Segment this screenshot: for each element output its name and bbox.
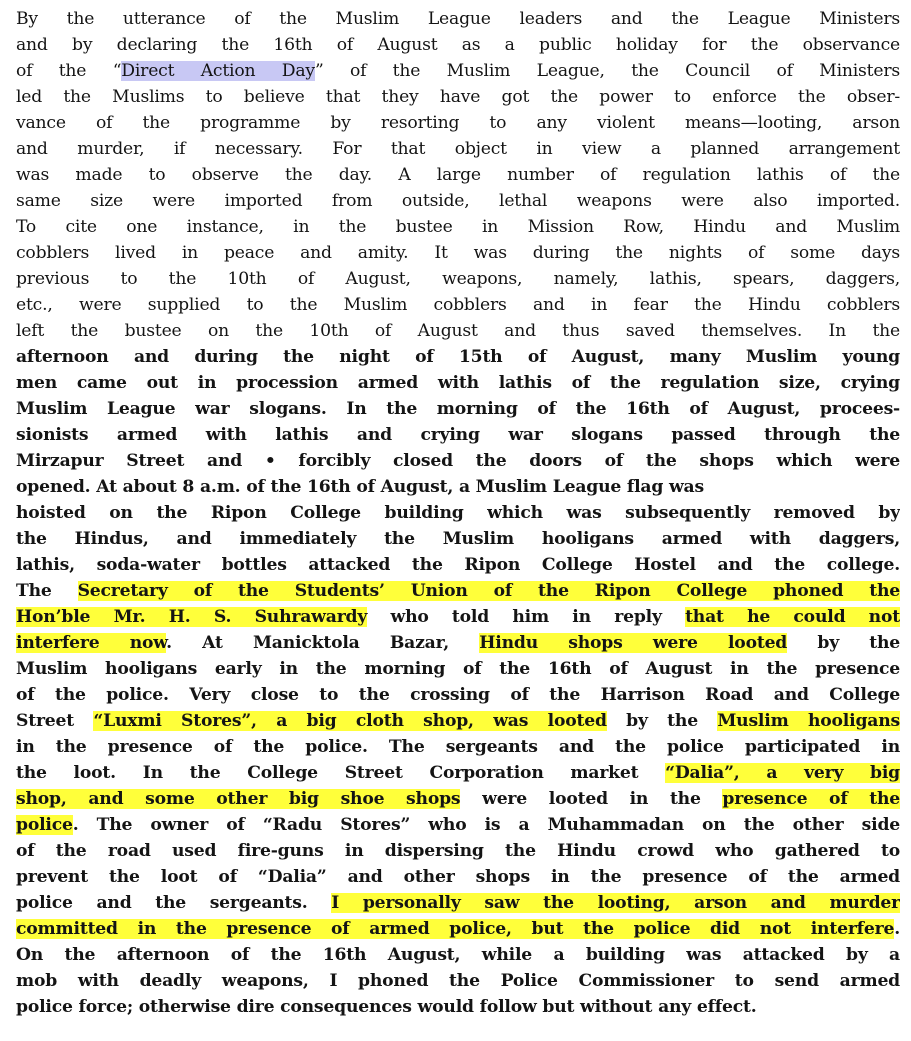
highlight-yellow: I personally saw the looting, arson and murder: [331, 893, 900, 913]
text-run: .: [894, 919, 900, 939]
text-run: etc., were supplied to the Muslim cobblers and in fear the Hindu cobblers: [16, 295, 900, 315]
text-line: [16, 656, 900, 682]
text-line: [16, 916, 900, 942]
text-run: of the “: [16, 61, 122, 81]
text-run: of the road used fire-guns in dispersing the Hindu crowd who gathered to: [16, 841, 900, 861]
highlight-yellow: that he could not: [685, 607, 900, 627]
text-run: The: [16, 581, 78, 601]
text-line: [16, 188, 900, 214]
text-line: [16, 292, 900, 318]
highlight-yellow: police: [16, 815, 73, 835]
text-run: lathis, soda-water bottles attacked the Ripon College Hostel and the college.: [16, 555, 900, 575]
text-line: [16, 344, 900, 370]
text-run: and murder, if necessary. For that object in view a planned arrangement: [16, 139, 900, 159]
text-line: [16, 734, 900, 760]
text-line: [16, 786, 900, 812]
text-line: [16, 136, 900, 162]
highlight-yellow: Secretary of the Students’ Union of the Ripon College phoned the: [77, 581, 900, 601]
text-run: in the presence of the police. The sergeants and the police participated in: [16, 737, 900, 757]
text-line: [16, 162, 900, 188]
text-line: [16, 864, 900, 890]
text-run: was made to observe the day. A large number of regulation lathis of the: [16, 165, 900, 185]
text-run: sionists armed with lathis and crying war slogans passed through the: [16, 425, 900, 445]
highlight-yellow: committed in the presence of armed police, but the police did not interfere: [16, 919, 895, 939]
document-body: [16, 6, 900, 1020]
highlight-blue: Direct Action Day: [121, 61, 315, 81]
text-line: [16, 396, 900, 422]
text-line: [16, 370, 900, 396]
text-line: [16, 968, 900, 994]
text-run: cobblers lived in peace and amity. It was during the nights of some days: [16, 243, 900, 263]
text-line: [16, 552, 900, 578]
text-line: [16, 812, 900, 838]
text-run: left the bustee on the 10th of August and thus saved themselves. In the: [16, 321, 900, 341]
text-run: were looted in the: [460, 789, 723, 809]
text-run: To cite one instance, in the bustee in Mission Row, Hindu and Muslim: [16, 217, 900, 237]
text-line: [16, 6, 900, 32]
text-run: . The owner of “Radu Stores” who is a Muhammadan on the other side: [72, 815, 900, 835]
text-run: the loot. In the College Street Corporation market: [16, 763, 666, 783]
text-run: police and the sergeants.: [16, 893, 332, 913]
highlight-yellow: presence of the: [722, 789, 900, 809]
text-line: [16, 526, 900, 552]
text-line: [16, 994, 900, 1020]
text-run: hoisted on the Ripon College building which was subsequently removed by: [16, 503, 900, 523]
text-line: [16, 474, 900, 500]
text-line: [16, 240, 900, 266]
text-line: [16, 630, 900, 656]
highlight-yellow: Hon’ble Mr. H. S. Suhrawardy: [16, 607, 368, 627]
text-run: and by declaring the 16th of August as a public holiday for the observance: [16, 35, 900, 55]
text-run: afternoon and during the night of 15th of August, many Muslim young: [16, 347, 900, 367]
text-line: [16, 32, 900, 58]
highlight-yellow: Muslim hooligans: [717, 711, 900, 731]
text-line: [16, 942, 900, 968]
text-line: [16, 760, 900, 786]
text-run: opened. At about 8 a.m. of the 16th of August, a Muslim League flag was: [16, 477, 704, 497]
highlight-yellow: interfere now: [16, 633, 167, 653]
text-line: [16, 578, 900, 604]
text-line: [16, 448, 900, 474]
text-line: [16, 838, 900, 864]
text-line: [16, 214, 900, 240]
text-run: by the: [787, 633, 900, 653]
paragraph-top: [16, 6, 900, 500]
text-run: who told him in reply: [367, 607, 686, 627]
text-line: [16, 422, 900, 448]
text-run: police force; otherwise dire consequences would follow but without any effect.: [16, 997, 757, 1017]
text-run: of the police. Very close to the crossing of the Harrison Road and College: [16, 685, 900, 705]
text-line: [16, 708, 900, 734]
text-run: ” of the Muslim League, the Council of Ministers: [314, 61, 900, 81]
text-run: By the utterance of the Muslim League leaders and the League Ministers: [16, 9, 900, 29]
text-run: the Hindus, and immediately the Muslim hooligans armed with daggers,: [16, 529, 900, 549]
text-run: vance of the programme by resorting to any violent means—looting, arson: [16, 113, 900, 133]
text-line: [16, 318, 900, 344]
text-line: [16, 682, 900, 708]
text-line: [16, 604, 900, 630]
text-run: men came out in procession armed with lathis of the regulation size, crying: [16, 373, 900, 393]
text-line: [16, 84, 900, 110]
text-run: Street: [16, 711, 94, 731]
text-run: previous to the 10th of August, weapons, namely, lathis, spears, daggers,: [16, 269, 900, 289]
text-run: Muslim League war slogans. In the morning of the 16th of August, procees-: [16, 399, 900, 419]
text-run: On the afternoon of the 16th August, while a building was attacked by a: [16, 945, 900, 965]
text-line: [16, 110, 900, 136]
text-run: Muslim hooligans early in the morning of the 16th of August in the presence: [16, 659, 900, 679]
text-line: [16, 890, 900, 916]
text-line: [16, 266, 900, 292]
text-run: same size were imported from outside, lethal weapons were also imported.: [16, 191, 900, 211]
highlight-yellow: Hindu shops were looted: [479, 633, 788, 653]
paragraph-bottom: [16, 500, 900, 1020]
text-run: mob with deadly weapons, I phoned the Police Commissioner to send armed: [16, 971, 900, 991]
text-run: by the: [606, 711, 718, 731]
text-run: prevent the loot of “Dalia” and other shops in the presence of the armed: [16, 867, 900, 887]
highlight-yellow: shop, and some other big shoe shops: [16, 789, 461, 809]
text-run: led the Muslims to believe that they have got the power to enforce the obser-: [16, 87, 900, 107]
text-run: Mirzapur Street and • forcibly closed the doors of the shops which were: [16, 451, 900, 471]
highlight-yellow: “Dalia”, a very big: [665, 763, 900, 783]
text-line: [16, 58, 900, 84]
text-line: [16, 500, 900, 526]
highlight-yellow: “Luxmi Stores”, a big cloth shop, was looted: [93, 711, 607, 731]
text-run: . At Manicktola Bazar,: [166, 633, 480, 653]
